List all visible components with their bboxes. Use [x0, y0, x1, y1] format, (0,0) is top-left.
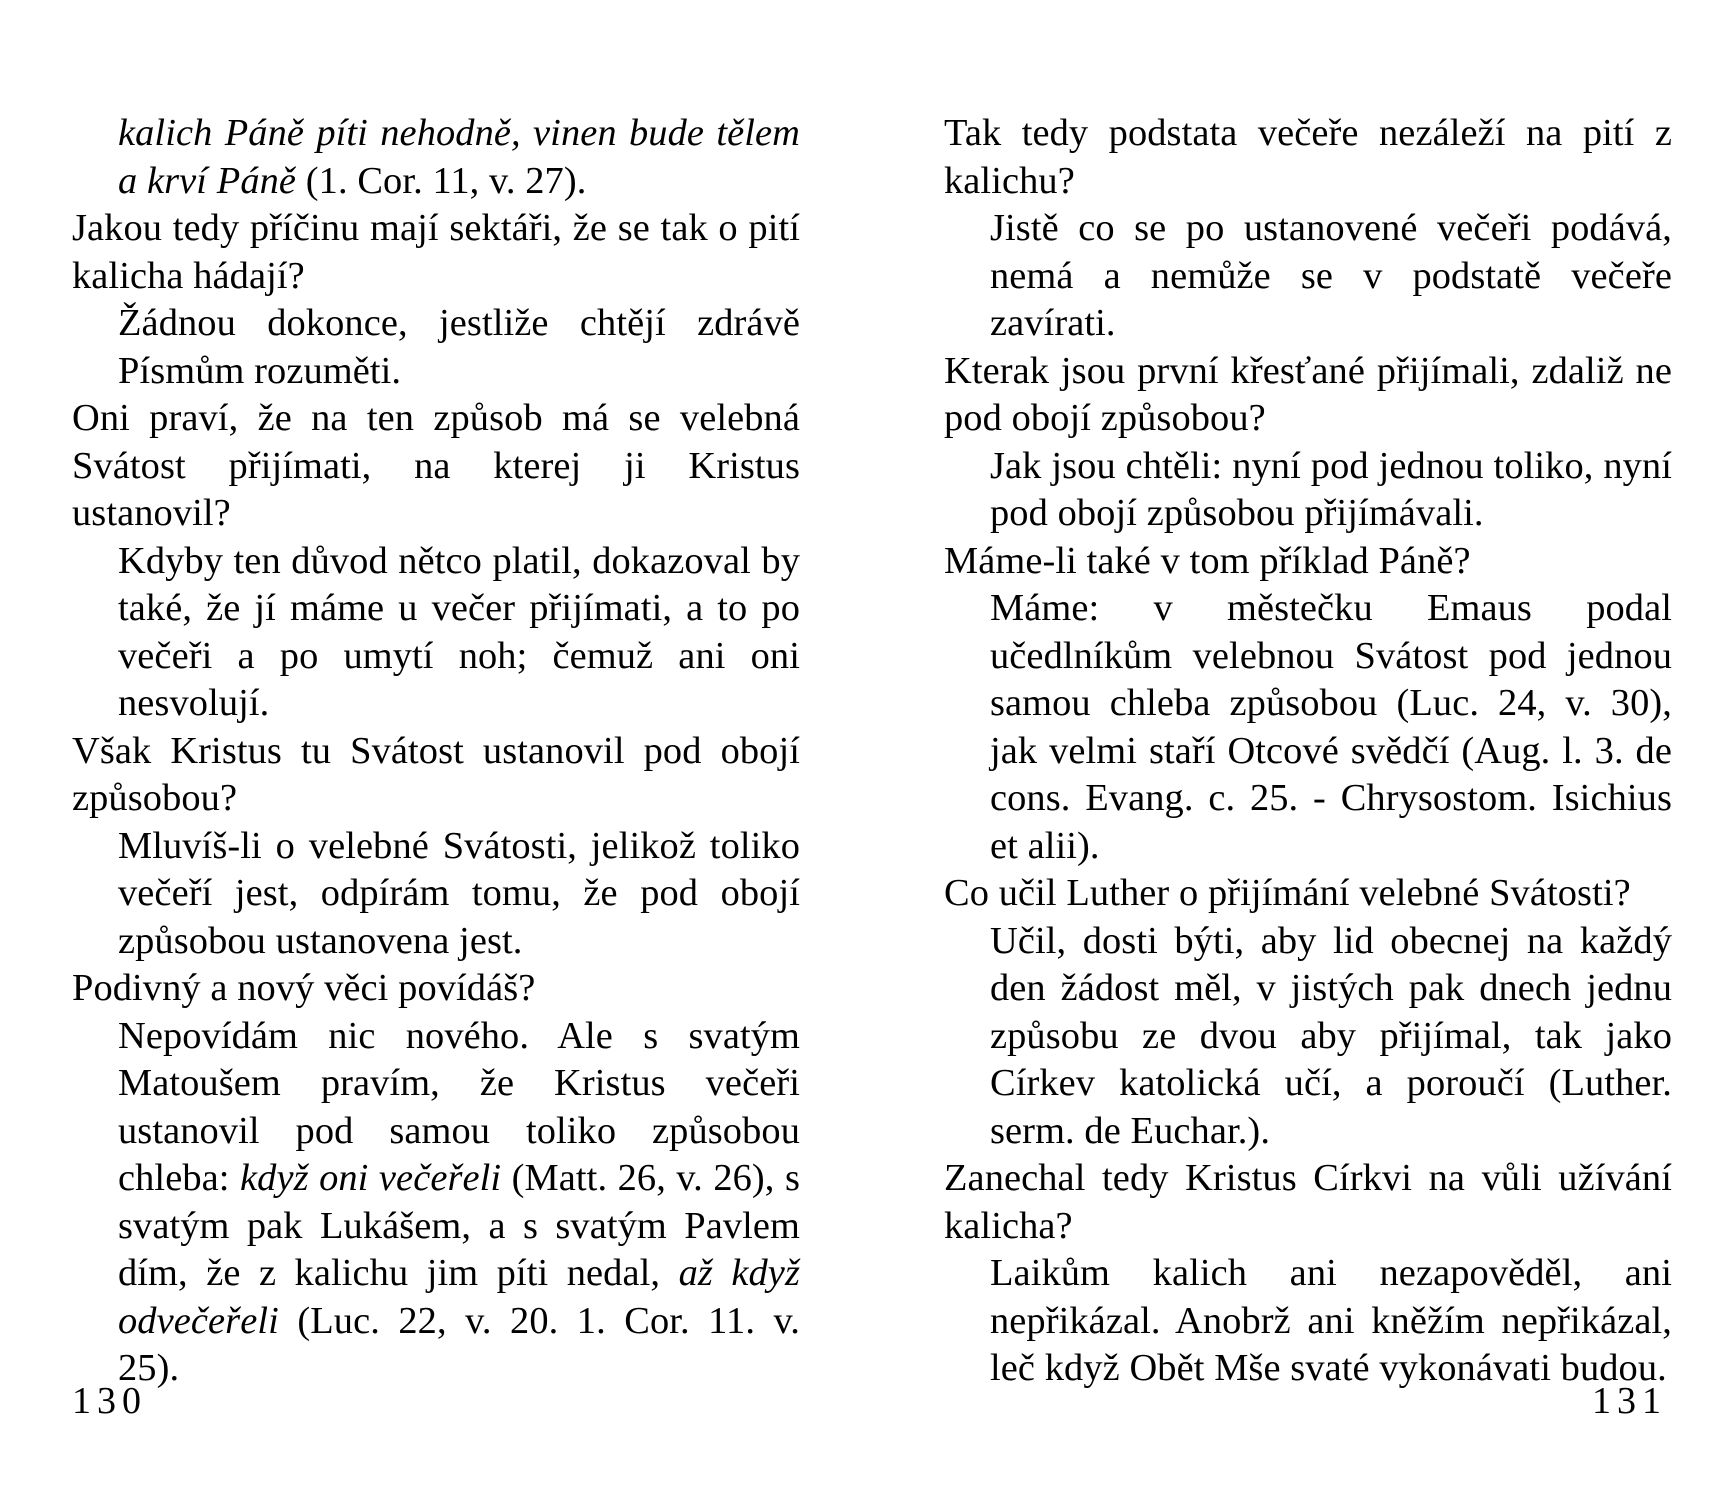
left-page-text	[72, 110, 800, 1393]
citation: (Luc. 22, v. 20. 1. Cor. 11. v. 25).	[118, 1299, 800, 1389]
question-paragraph	[944, 348, 1672, 443]
question-text: Tak tedy podstata večeře nezáleží na pití z kalichu?	[944, 112, 1672, 202]
right-page	[944, 110, 1672, 1410]
question-text: Však Kristus tu Svátost ustanovil pod obojí způsobou?	[72, 729, 800, 819]
question-text: Podivný a nový věci povídáš?	[72, 967, 536, 1009]
left-page	[72, 110, 800, 1410]
question-paragraph	[944, 870, 1672, 918]
answer-text: Učil, dosti býti, aby lid obecnej na každý den žádost měl, v jistých pak dnech jednu způsobu ze dvou aby přijímal, tak jako Církev katolická učí, a poroučí (Luther. serm. de Euchar.).	[990, 919, 1672, 1152]
question-text: Máme-li také v tom příklad Páně?	[944, 539, 1471, 582]
answer-text: (Matt. 26, v. 26), s svatým pak Lukášem, a s svatým Pavlem dím, že z kalichu jim píti nedal,	[118, 1157, 800, 1294]
answer-text: Kdyby ten důvod nětco platil, dokazoval by také, že jí máme u večer přijímati, a to po večeři a po umytí noh; čemuž ani oni nesvolují.	[118, 539, 800, 724]
question-paragraph	[72, 205, 800, 300]
answer-paragraph	[72, 300, 800, 395]
answer-paragraph	[72, 538, 800, 728]
page-number-left: 130	[72, 1380, 147, 1422]
answer-paragraph	[944, 205, 1672, 348]
answer-text: Žádnou dokonce, jestliže chtějí zdrávě Písmům rozuměti.	[118, 302, 800, 392]
question-paragraph	[72, 728, 800, 823]
question-paragraph	[944, 110, 1672, 205]
question-text: Zanechal tedy Kristus Církvi na vůli užívání kalicha?	[944, 1157, 1672, 1247]
question-text: Kterak jsou první křesťané přijímali, zdaliž ne pod obojí způsobou?	[944, 349, 1672, 439]
answer-text: Laikům kalich ani nezapověděl, ani nepřikázal. Anobrž ani kněžím nepřikázal, leč když Obět Mše svaté vykonávati budou.	[990, 1252, 1672, 1389]
answer-text: Nepovídám nic nového. Ale s svatým Matoušem pravím, že Kristus večeři ustanovil pod samou toliko způsobou chleba:	[118, 1014, 800, 1199]
italic-quote: kalich Páně píti nehodně, vinen bude tělem a krví Páně	[118, 112, 800, 202]
italic-quote: když oni večeřeli	[240, 1157, 502, 1199]
question-paragraph	[72, 395, 800, 538]
question-paragraph	[944, 538, 1672, 586]
question-paragraph	[944, 1155, 1672, 1250]
answer-paragraph	[72, 1013, 800, 1393]
answer-text: Mluvíš-li o velebné Svátosti, jelikož toliko večeří jest, odpírám tomu, že pod obojí způsobou ustanovena jest.	[118, 824, 800, 962]
answer-text: Jak jsou chtěli: nyní pod jednou toliko, nyní pod obojí způsobou přijímávali.	[990, 444, 1672, 534]
answer-paragraph	[944, 443, 1672, 538]
citation: (1. Cor. 11, v. 27).	[296, 159, 587, 202]
right-page-text	[944, 110, 1672, 1393]
answer-paragraph	[72, 823, 800, 966]
question-text: Jakou tedy příčinu mají sektáři, že se tak o pití kalicha hádají?	[72, 207, 800, 297]
answer-text: Máme: v městečku Emaus podal učedlníkům velebnou Svátost pod jednou samou chleba způsobou (Luc. 24, v. 30), jak velmi staří Otcové svědčí (Aug. l. 3. de cons. Evang. c. 25. - Chrysostom. Isichius et alii).	[990, 587, 1672, 867]
question-text: Co učil Luther o přijímání velebné Svátosti?	[944, 872, 1631, 914]
question-paragraph	[72, 965, 800, 1013]
question-text: Oni praví, že na ten způsob má se velebná Svátost přijímati, na kterej ji Kristus ustanovil?	[72, 397, 800, 534]
italic-quote: až když odvečeřeli	[118, 1252, 800, 1342]
page-number-right: 131	[1592, 1380, 1667, 1422]
answer-paragraph	[944, 585, 1672, 870]
answer-paragraph	[944, 1250, 1672, 1393]
answer-paragraph	[72, 110, 800, 205]
answer-text: Jistě co se po ustanovené večeři podává, nemá a nemůže se v podstatě večeře zavírati.	[990, 207, 1672, 344]
answer-paragraph	[944, 918, 1672, 1156]
